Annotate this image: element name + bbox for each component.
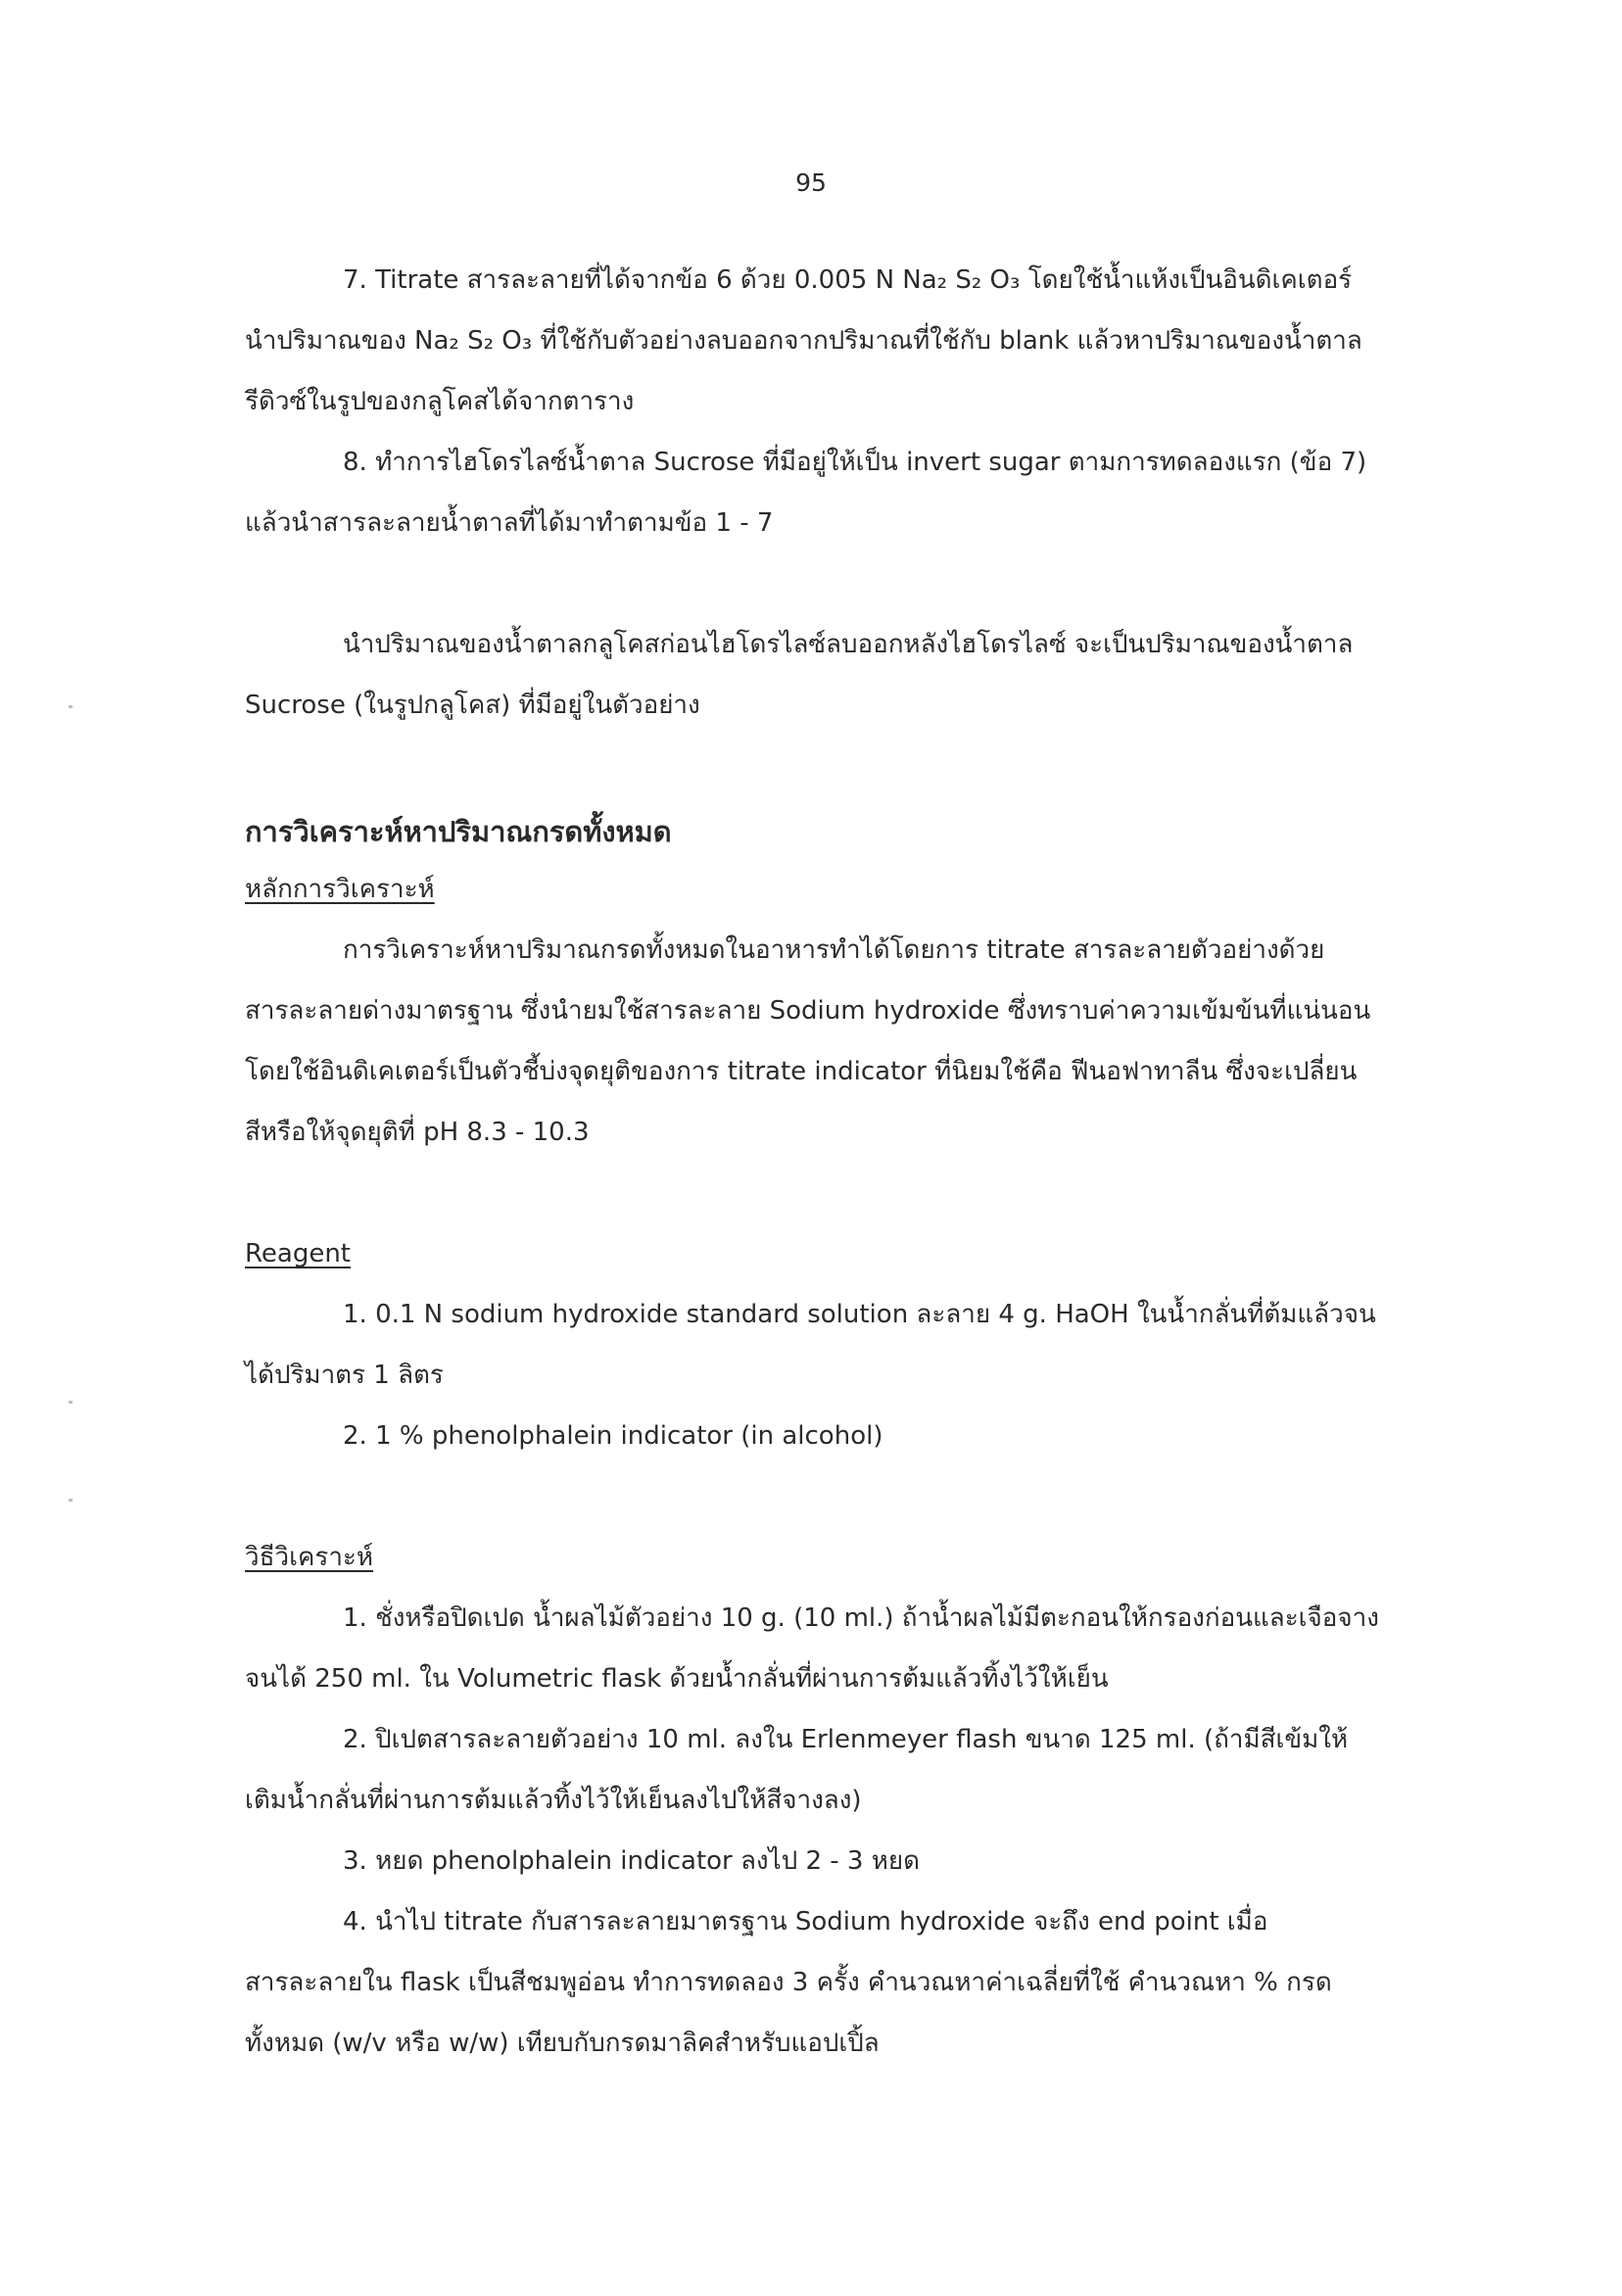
- principle-text: การวิเคราะห์หาปริมาณกรดทั้งหมดในอาหารทำได้โดยการ titrate สารละลายตัวอย่างด้วยสารละลายด่างมาตรฐาน ซึ่งนำยมใช้สารละลาย Sodium hydroxide ซึ่งทราบค่าความเข้มข้นที่แน่นอน โดยใช้อินดิเคเตอร์เป็นตัวชี้บ่งจุดยุติของการ titrate indicator ที่นิยมใช้คือ ฟีนอฟาทาลีน ซึ่งจะเปลี่ยนสีหรือให้จุดยุติที่ pH 8.3 - 10.3: [245, 935, 1371, 1147]
- reagent-item-2: 2. 1 % phenolphalein indicator (in alcohol): [343, 1421, 883, 1451]
- principle-heading: หลักการวิเคราะห์: [245, 875, 435, 904]
- reagent-item-1: 1. 0.1 N sodium hydroxide standard solution ละลาย 4 g. HaOH ในน้ำกลั่นที่ต้มแล้วจนได้ปริมาตร 1 ลิตร: [245, 1300, 1376, 1390]
- section-title: การวิเคราะห์หาปริมาณกรดทั้งหมด: [245, 815, 672, 848]
- summary-paragraph: นำปริมาณของน้ำตาลกลูโคสก่อนไฮโดรไลซ์ลบออกหลังไฮโดรไลซ์ จะเป็นปริมาณของน้ำตาล Sucrose (ในรูปกลูโคส) ที่มีอยู่ในตัวอย่าง: [245, 630, 1354, 720]
- method-heading: วิธีวิเคราะห์: [245, 1543, 374, 1572]
- page-number: 95: [795, 168, 827, 197]
- scan-mark: [69, 1401, 72, 1404]
- method-item-2: 2. ปิเปตสารละลายตัวอย่าง 10 ml. ลงใน Erlenmeyer flash ขนาด 125 ml. (ถ้ามีสีเข้มให้เติมน้ำกลั่นที่ผ่านการต้มแล้วทิ้งไว้ให้เย็นลงไปให้สีจางลง): [245, 1725, 1349, 1815]
- method-item-3: 3. หยด phenolphalein indicator ลงไป 2 - 3 หยด: [343, 1846, 920, 1876]
- reagent-heading: Reagent: [245, 1239, 351, 1268]
- scan-mark: [69, 705, 72, 708]
- method-item-1: 1. ชั่งหรือปิดเปด น้ำผลไม้ตัวอย่าง 10 g. (10 ml.) ถ้าน้ำผลไม้มีตะกอนให้กรองก่อนและเจือจางจนได้ 250 ml. ใน Volumetric flask ด้วยน้ำกลั่นที่ผ่านการต้มแล้วทิ้งไว้ให้เย็น: [245, 1603, 1379, 1694]
- method-item-4: 4. นำไป titrate กับสารละลายมาตรฐาน Sodium hydroxide จะถึง end point เมื่อสารละลายใน flask เป็นสีชมพูอ่อน ทำการทดลอง 3 ครั้ง คำนวณหาค่าเฉลี่ยที่ใช้ คำนวณหา % กรดทั้งหมด (w/v หรือ w/w) เทียบกับกรดมาลิคสำหรับแอปเปิ้ล: [245, 1907, 1332, 2058]
- document-body: [245, 250, 1381, 2074]
- scan-mark: [69, 1499, 72, 1502]
- step-7: 7. Titrate สารละลายที่ได้จากข้อ 6 ด้วย 0.005 N Na₂ S₂ O₃ โดยใช้น้ำแห้งเป็นอินดิเคเตอร์ นำปริมาณของ Na₂ S₂ O₃ ที่ใช้กับตัวอย่างลบออกจากปริมาณที่ใช้กับ blank แล้วหาปริมาณของน้ำตาลรีดิวซ์ในรูปของกลูโคสได้จากตาราง: [245, 265, 1362, 416]
- step-8: 8. ทำการไฮโดรไลซ์น้ำตาล Sucrose ที่มีอยู่ให้เป็น invert sugar ตามการทดลองแรก (ข้อ 7) แล้วนำสารละลายน้ำตาลที่ได้มาทำตามข้อ 1 - 7: [245, 448, 1367, 538]
